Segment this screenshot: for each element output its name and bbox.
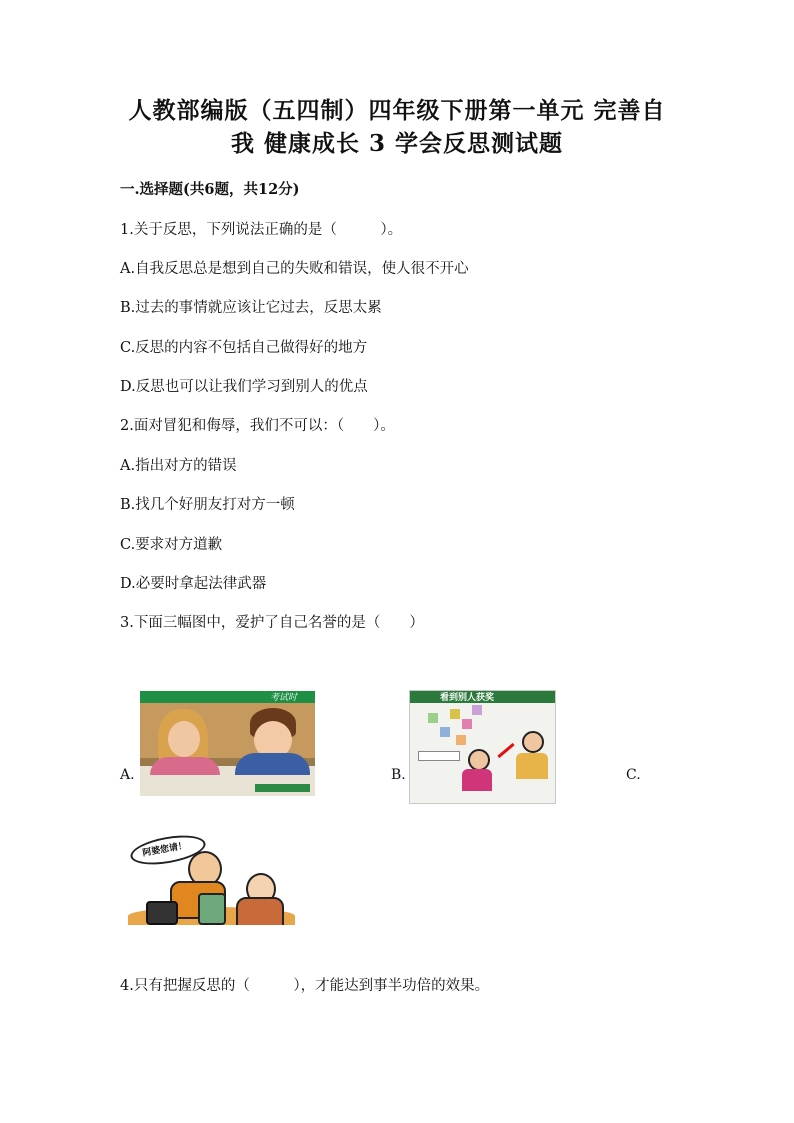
question-3-option-b-label: B. — [391, 767, 406, 783]
document-title — [100, 94, 694, 160]
title-line-1: 人教部编版（五四制）四年级下册第一单元 完善自 — [128, 97, 666, 124]
question-2-stem: 2.面对冒犯和侮辱，我们不可以：（ ）。 — [120, 418, 395, 434]
question-1-option-b: B.过去的事情就应该让它过去，反思太累 — [120, 300, 382, 316]
image-a-caption: 考试时 — [269, 693, 297, 703]
question-3-stem: 3.下面三幅图中，爱护了自己名誉的是（ ） — [120, 615, 424, 631]
question-3-option-c-label: C. — [626, 767, 641, 783]
image-c-caption: 阿婆您请！ — [141, 841, 188, 859]
helping-elder-cartoon-image — [128, 835, 295, 925]
section-heading: 一.选择题(共6题，共12分) — [120, 181, 300, 198]
question-3-option-a-label: A. — [120, 767, 135, 783]
question-2-option-b: B.找几个好朋友打对方一顿 — [120, 497, 295, 513]
question-2-option-c: C.要求对方道歉 — [120, 537, 223, 553]
question-1-stem: 1.关于反思，下列说法正确的是（ ）。 — [120, 222, 403, 238]
image-b-caption: 看到别人获奖 — [440, 693, 495, 703]
question-1-option-a: A.自我反思总是想到自己的失败和错误，使人很不开心 — [120, 261, 469, 277]
question-2-option-a: A.指出对方的错误 — [120, 458, 237, 474]
question-1-option-c: C.反思的内容不包括自己做得好的地方 — [120, 340, 368, 356]
title-line-2: 我 健康成长 3 学会反思测试题 — [230, 130, 564, 157]
award-illustration-image — [409, 690, 556, 804]
question-4-stem: 4.只有把握反思的（ ），才能达到事半功倍的效果。 — [120, 978, 490, 994]
question-1-option-d: D.反思也可以让我们学习到别人的优点 — [120, 379, 368, 395]
question-2-option-d: D.必要时拿起法律武器 — [120, 576, 267, 592]
classroom-exam-image — [140, 691, 315, 796]
